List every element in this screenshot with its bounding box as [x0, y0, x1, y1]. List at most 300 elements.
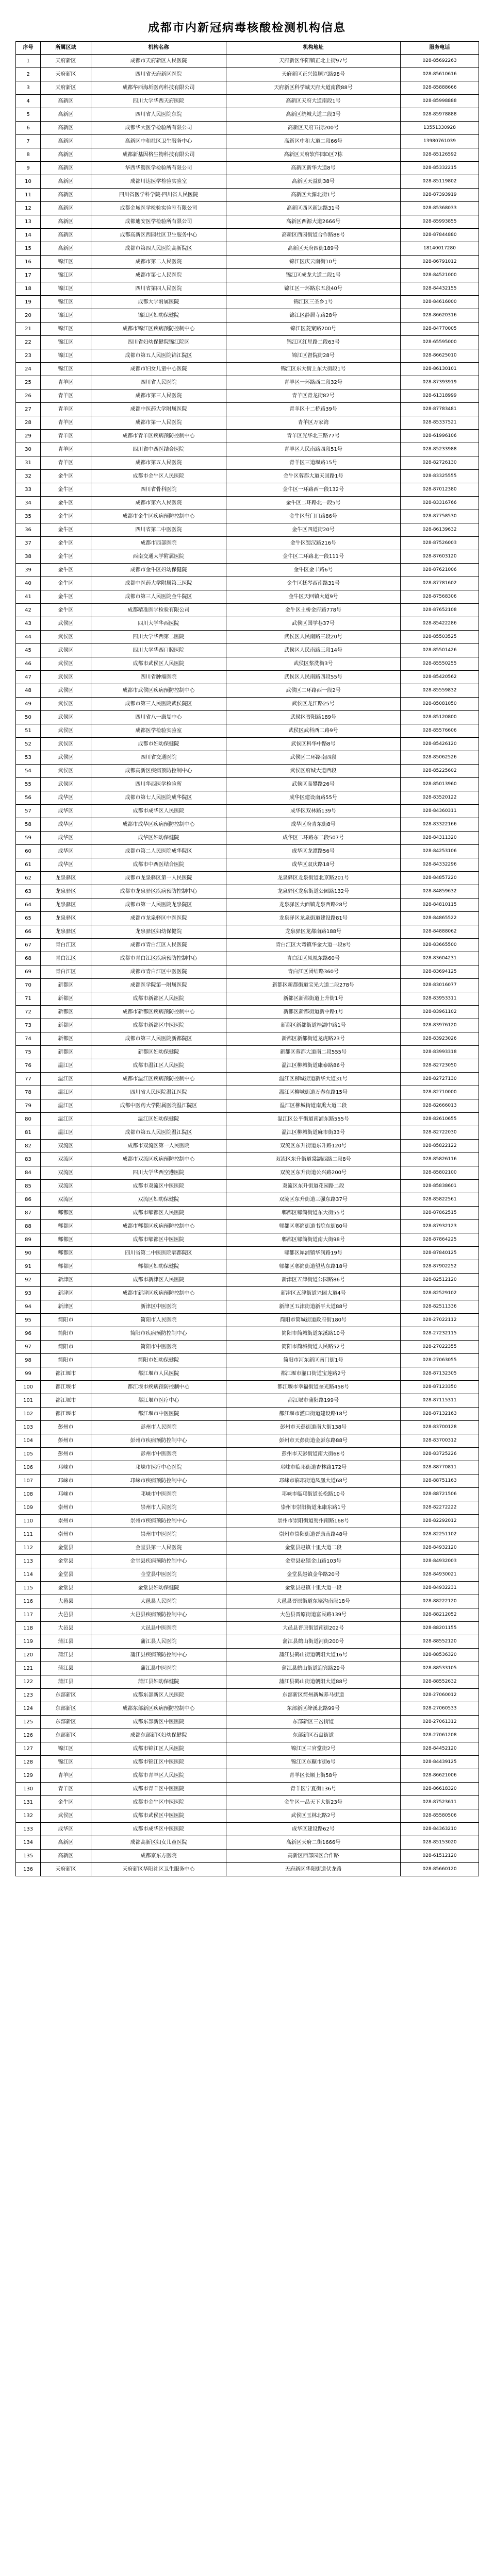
cell-serial-number: 67	[16, 939, 41, 952]
cell-serial-number: 23	[16, 349, 41, 363]
table-row	[16, 389, 479, 403]
cell-district: 成华区	[41, 1823, 91, 1836]
cell-service-phone: 028-85225602	[401, 765, 479, 778]
cell-service-phone: 028-27060012	[401, 1689, 479, 1702]
table-row	[16, 68, 479, 81]
table-row	[16, 590, 479, 604]
table-row	[16, 1166, 479, 1180]
cell-serial-number: 19	[16, 296, 41, 309]
cell-serial-number: 105	[16, 1448, 41, 1461]
cell-institution-name: 金堂县疾病预防控制中心	[91, 1555, 226, 1568]
cell-institution-name: 成都京东方医院	[91, 1850, 226, 1863]
cell-institution-address: 双流区东升街道三强东路37号	[226, 1193, 401, 1207]
cell-district: 锦江区	[41, 1756, 91, 1769]
table-row	[16, 81, 479, 95]
cell-institution-name: 成都市温江区人民医院	[91, 1059, 226, 1073]
cell-serial-number: 103	[16, 1421, 41, 1434]
cell-institution-name: 成都市妇女儿童中心医院	[91, 363, 226, 376]
table-row	[16, 604, 479, 617]
cell-serial-number: 133	[16, 1823, 41, 1836]
cell-service-phone: 028-83316766	[401, 497, 479, 510]
cell-institution-address: 温江区柳城街道南熏大道二段	[226, 1099, 401, 1113]
cell-service-phone: 028-85559832	[401, 684, 479, 698]
cell-institution-address: 青白江区大弯镇华金大道一段8号	[226, 939, 401, 952]
cell-district: 锦江区	[41, 282, 91, 296]
cell-institution-name: 简阳市中医医院	[91, 1341, 226, 1354]
cell-serial-number: 63	[16, 885, 41, 899]
cell-district: 金牛区	[41, 1796, 91, 1809]
cell-serial-number: 77	[16, 1073, 41, 1086]
cell-institution-name: 成都市第一人民医院龙泉院区	[91, 899, 226, 912]
cell-institution-name: 成都市第六人民医院	[91, 497, 226, 510]
cell-service-phone: 028-84770005	[401, 323, 479, 336]
cell-service-phone: 028-87862515	[401, 1207, 479, 1220]
cell-serial-number: 116	[16, 1595, 41, 1608]
cell-institution-name: 四川华西医学检验所	[91, 778, 226, 791]
cell-district: 青白江区	[41, 939, 91, 952]
cell-serial-number: 32	[16, 470, 41, 483]
table-row	[16, 979, 479, 992]
cell-serial-number: 93	[16, 1287, 41, 1300]
cell-service-phone: 028-88770811	[401, 1461, 479, 1475]
cell-institution-name: 成都市成华区人民医院	[91, 805, 226, 818]
cell-institution-address: 金堂县赵镇金华路20号	[226, 1568, 401, 1582]
table-row	[16, 617, 479, 631]
cell-serial-number: 7	[16, 135, 41, 148]
table-row	[16, 1314, 479, 1327]
cell-institution-address: 金牛区四道街20号	[226, 523, 401, 537]
cell-serial-number: 29	[16, 430, 41, 443]
cell-serial-number: 107	[16, 1475, 41, 1488]
cell-institution-name: 成都市青白江区疾病预防控制中心	[91, 952, 226, 965]
cell-service-phone: 028-87621006	[401, 564, 479, 577]
cell-institution-name: 邛崃市疾病预防控制中心	[91, 1475, 226, 1488]
cell-district: 高新区	[41, 162, 91, 175]
cell-institution-name: 成都市西部医院	[91, 537, 226, 550]
cell-institution-address: 青羊区三道堰路15号	[226, 456, 401, 470]
cell-service-phone: 028-84616000	[401, 296, 479, 309]
cell-district: 金堂县	[41, 1582, 91, 1595]
cell-district: 武侯区	[41, 765, 91, 778]
cell-institution-name: 成华区妇幼保健院	[91, 832, 226, 845]
table-row	[16, 189, 479, 202]
cell-institution-address: 锦江区菱窠路200号	[226, 323, 401, 336]
cell-institution-address: 简阳市简城街道东溪路10号	[226, 1327, 401, 1341]
cell-service-phone: 028-85426120	[401, 738, 479, 751]
cell-serial-number: 5	[16, 108, 41, 122]
cell-service-phone: 028-84360311	[401, 805, 479, 818]
cell-service-phone: 028-82529102	[401, 1287, 479, 1300]
cell-institution-address: 金牛区一品天下大街23号	[226, 1796, 401, 1809]
cell-institution-name: 四川省天府新区医院	[91, 68, 226, 81]
cell-institution-name: 成都高新区西园社区卫生服务中心	[91, 229, 226, 242]
cell-institution-name: 成都市新津区人民医院	[91, 1274, 226, 1287]
cell-district: 高新区	[41, 175, 91, 189]
cell-district: 温江区	[41, 1086, 91, 1099]
header-institution-name: 机构名称	[91, 42, 226, 55]
cell-service-phone: 028-82610655	[401, 1113, 479, 1126]
cell-service-phone: 028-65595000	[401, 336, 479, 349]
table-row	[16, 778, 479, 791]
cell-institution-name: 成都市新津区疾病预防控制中心	[91, 1287, 226, 1300]
table-row	[16, 1153, 479, 1166]
cell-institution-address: 蒲江县鹤山街道迎宾路29号	[226, 1662, 401, 1675]
cell-service-phone: 028-27022355	[401, 1341, 479, 1354]
cell-institution-name: 郫都区妇幼保健院	[91, 1260, 226, 1274]
cell-institution-name: 成都东部新区疾病预防控制中心	[91, 1702, 226, 1716]
table-row	[16, 1341, 479, 1354]
cell-serial-number: 33	[16, 483, 41, 497]
table-row	[16, 577, 479, 590]
cell-district: 武侯区	[41, 738, 91, 751]
cell-service-phone: 028-87123350	[401, 1381, 479, 1394]
cell-service-phone: 028-27061208	[401, 1729, 479, 1742]
table-row	[16, 805, 479, 818]
cell-institution-name: 成都市青白江区中医医院	[91, 965, 226, 979]
cell-institution-name: 新都区妇幼保健院	[91, 1046, 226, 1059]
table-row	[16, 470, 479, 483]
cell-institution-address: 温江区公平街道南浦东路555号	[226, 1113, 401, 1126]
cell-district: 彭州市	[41, 1421, 91, 1434]
cell-serial-number: 123	[16, 1689, 41, 1702]
cell-district: 锦江区	[41, 336, 91, 349]
cell-institution-address: 成华区龙潭路56号	[226, 845, 401, 858]
cell-serial-number: 136	[16, 1863, 41, 1876]
cell-district: 武侯区	[41, 698, 91, 711]
cell-service-phone: 028-87132305	[401, 1367, 479, 1381]
cell-district: 天府新区	[41, 68, 91, 81]
cell-institution-address: 龙泉驿区龙都南路188号	[226, 925, 401, 939]
cell-service-phone: 028-88533105	[401, 1662, 479, 1675]
table-row	[16, 872, 479, 885]
cell-institution-name: 成都新基因格生物科技有限公司	[91, 148, 226, 162]
cell-institution-name: 成都市青羊区人民医院	[91, 1769, 226, 1783]
cell-service-phone: 028-61996106	[401, 430, 479, 443]
cell-institution-name: 成都高新区疾病预防控制中心	[91, 765, 226, 778]
cell-district: 武侯区	[41, 778, 91, 791]
cell-district: 彭州市	[41, 1448, 91, 1461]
cell-service-phone: 028-84932231	[401, 1582, 479, 1595]
cell-institution-address: 青羊区长顺上街58号	[226, 1769, 401, 1783]
cell-institution-address: 武侯区二环路西一段2号	[226, 684, 401, 698]
cell-service-phone: 028-86625010	[401, 349, 479, 363]
cell-service-phone: 028-87526003	[401, 537, 479, 550]
cell-service-phone: 028-84857220	[401, 872, 479, 885]
cell-institution-name: 蒲江县人民医院	[91, 1635, 226, 1649]
cell-service-phone: 028-83322166	[401, 818, 479, 832]
cell-service-phone: 028-87393919	[401, 189, 479, 202]
cell-serial-number: 37	[16, 537, 41, 550]
cell-institution-address: 郫都区郫筒街道南大街98号	[226, 1233, 401, 1247]
cell-institution-address: 彭州市天彭街道金彭东路88号	[226, 1434, 401, 1448]
table-header-row	[16, 42, 479, 55]
cell-district: 武侯区	[41, 631, 91, 644]
cell-institution-address: 郫都区郫筒街道望丛东路18号	[226, 1260, 401, 1274]
table-row	[16, 550, 479, 564]
cell-institution-address: 青羊区宁夏街136号	[226, 1783, 401, 1796]
cell-serial-number: 60	[16, 845, 41, 858]
cell-service-phone: 028-83923026	[401, 1032, 479, 1046]
cell-institution-address: 温江区柳城街道万春东路15号	[226, 1086, 401, 1099]
table-row	[16, 349, 479, 363]
cell-service-phone: 028-82666013	[401, 1099, 479, 1113]
cell-district: 彭州市	[41, 1434, 91, 1448]
cell-district: 龙泉驿区	[41, 912, 91, 925]
cell-district: 青羊区	[41, 376, 91, 389]
cell-institution-address: 武侯区府城大道西段	[226, 765, 401, 778]
table-row	[16, 242, 479, 256]
cell-institution-name: 成都市武侯区疾病预防控制中心	[91, 684, 226, 698]
cell-institution-name: 蒲江县中医医院	[91, 1662, 226, 1675]
cell-service-phone: 028-85233988	[401, 443, 479, 456]
cell-institution-address: 都江堰市蒲阳路199号	[226, 1394, 401, 1408]
cell-district: 温江区	[41, 1113, 91, 1126]
cell-institution-address: 崇州市崇阳街道永康东路1号	[226, 1501, 401, 1515]
cell-institution-name: 天府新区华阳社区卫生服务中心	[91, 1863, 226, 1876]
cell-district: 简阳市	[41, 1327, 91, 1341]
cell-district: 金牛区	[41, 577, 91, 590]
cell-institution-name: 成都迪安医学检验所有限公司	[91, 215, 226, 229]
cell-institution-name: 四川省人民医院温江医院	[91, 1086, 226, 1099]
cell-district: 都江堰市	[41, 1381, 91, 1394]
table-row	[16, 711, 479, 724]
table-row	[16, 698, 479, 711]
table-row	[16, 1032, 479, 1046]
cell-service-phone: 028-86621006	[401, 1769, 479, 1783]
cell-service-phone: 028-85062526	[401, 751, 479, 765]
cell-service-phone: 028-27060533	[401, 1702, 479, 1716]
cell-service-phone: 028-84521000	[401, 269, 479, 282]
cell-district: 金牛区	[41, 604, 91, 617]
table-row	[16, 1541, 479, 1555]
cell-institution-name: 成都市龙泉驿区第一人民医院	[91, 872, 226, 885]
cell-service-phone: 028-83694125	[401, 965, 479, 979]
cell-district: 金牛区	[41, 564, 91, 577]
cell-service-phone: 028-86620316	[401, 309, 479, 323]
cell-serial-number: 128	[16, 1756, 41, 1769]
cell-serial-number: 72	[16, 1006, 41, 1019]
cell-service-phone: 028-88552120	[401, 1635, 479, 1649]
cell-institution-name: 成都市第七人民医院	[91, 269, 226, 282]
cell-institution-address: 双流区东升街道花园路二段	[226, 1180, 401, 1193]
cell-district: 简阳市	[41, 1354, 91, 1367]
cell-service-phone: 028-82710000	[401, 1086, 479, 1099]
cell-serial-number: 50	[16, 711, 41, 724]
cell-institution-address: 青羊区十二桥路39号	[226, 403, 401, 416]
cell-institution-address: 成华区府青东街8号	[226, 818, 401, 832]
cell-service-phone: 028-83700128	[401, 1421, 479, 1434]
cell-serial-number: 95	[16, 1314, 41, 1327]
cell-institution-name: 简阳市人民医院	[91, 1314, 226, 1327]
cell-serial-number: 3	[16, 81, 41, 95]
cell-institution-name: 四川大学华西第二医院	[91, 631, 226, 644]
table-row	[16, 992, 479, 1006]
cell-serial-number: 25	[16, 376, 41, 389]
cell-service-phone: 028-82723050	[401, 1059, 479, 1073]
cell-serial-number: 61	[16, 858, 41, 872]
table-row	[16, 657, 479, 671]
cell-serial-number: 124	[16, 1702, 41, 1716]
cell-service-phone: 028-85503525	[401, 631, 479, 644]
cell-service-phone: 028-86618320	[401, 1783, 479, 1796]
cell-district: 都江堰市	[41, 1367, 91, 1381]
cell-institution-name: 成都市双流区疾病预防控制中心	[91, 1153, 226, 1166]
cell-institution-name: 成都市第三人民医院金牛院区	[91, 590, 226, 604]
cell-serial-number: 51	[16, 724, 41, 738]
cell-service-phone: 028-87902252	[401, 1260, 479, 1274]
cell-serial-number: 38	[16, 550, 41, 564]
cell-institution-address: 武侯区人民南路四段55号	[226, 671, 401, 684]
table-row	[16, 1046, 479, 1059]
cell-district: 郫都区	[41, 1247, 91, 1260]
cell-service-phone: 028-88721506	[401, 1488, 479, 1501]
table-row	[16, 323, 479, 336]
cell-service-phone: 028-61318999	[401, 389, 479, 403]
cell-institution-name: 蒲江县妇幼保健院	[91, 1675, 226, 1689]
cell-service-phone: 028-82512120	[401, 1274, 479, 1287]
table-row	[16, 1086, 479, 1099]
table-row	[16, 1394, 479, 1408]
cell-district: 新津区	[41, 1274, 91, 1287]
cell-district: 温江区	[41, 1059, 91, 1073]
cell-institution-address: 高新区天益街38号	[226, 175, 401, 189]
cell-institution-name: 高新区中和社区卫生服务中心	[91, 135, 226, 148]
cell-serial-number: 74	[16, 1032, 41, 1046]
cell-serial-number: 44	[16, 631, 41, 644]
cell-institution-name: 成都中医药大学附属医院温江院区	[91, 1099, 226, 1113]
table-row	[16, 175, 479, 189]
cell-institution-name: 双流区妇幼保健院	[91, 1193, 226, 1207]
cell-district: 郫都区	[41, 1233, 91, 1247]
cell-service-phone: 028-85822561	[401, 1193, 479, 1207]
cell-serial-number: 106	[16, 1461, 41, 1475]
cell-district: 双流区	[41, 1166, 91, 1180]
cell-serial-number: 87	[16, 1207, 41, 1220]
cell-service-phone: 028-83700312	[401, 1434, 479, 1448]
cell-serial-number: 125	[16, 1716, 41, 1729]
cell-service-phone: 028-85120800	[401, 711, 479, 724]
cell-institution-name: 成都市锦江区中医医院	[91, 1756, 226, 1769]
cell-serial-number: 16	[16, 256, 41, 269]
cell-serial-number: 62	[16, 872, 41, 885]
cell-service-phone: 028-87132163	[401, 1408, 479, 1421]
cell-serial-number: 4	[16, 95, 41, 108]
cell-serial-number: 100	[16, 1381, 41, 1394]
table-row	[16, 256, 479, 269]
cell-institution-address: 双流区东升街道东升路120号	[226, 1140, 401, 1153]
cell-institution-address: 高新区西源大道2666号	[226, 215, 401, 229]
cell-district: 锦江区	[41, 349, 91, 363]
cell-institution-name: 成都市青白江区人民医院	[91, 939, 226, 952]
table-row	[16, 684, 479, 698]
cell-service-phone: 028-88751163	[401, 1475, 479, 1488]
cell-serial-number: 49	[16, 698, 41, 711]
cell-institution-address: 金牛区金丰路6号	[226, 564, 401, 577]
cell-institution-name: 成都市第三人民医院武侯院区	[91, 698, 226, 711]
table-row	[16, 765, 479, 778]
cell-service-phone: 028-85501426	[401, 644, 479, 657]
cell-serial-number: 90	[16, 1247, 41, 1260]
cell-institution-address: 金牛区二环路北一段5号	[226, 497, 401, 510]
table-row	[16, 1475, 479, 1488]
table-row	[16, 1193, 479, 1207]
cell-service-phone: 028-85660120	[401, 1863, 479, 1876]
table-row	[16, 55, 479, 68]
table-row	[16, 403, 479, 416]
table-row	[16, 1381, 479, 1394]
cell-service-phone: 028-85337521	[401, 416, 479, 430]
cell-institution-name: 成都医学检验实验室	[91, 724, 226, 738]
cell-serial-number: 13	[16, 215, 41, 229]
cell-service-phone: 028-84859632	[401, 885, 479, 899]
cell-service-phone: 028-87115311	[401, 1394, 479, 1408]
table-row	[16, 523, 479, 537]
cell-district: 双流区	[41, 1180, 91, 1193]
table-row	[16, 1863, 479, 1876]
table-row	[16, 1019, 479, 1032]
cell-institution-name: 成都市双流区中医医院	[91, 1180, 226, 1193]
cell-institution-name: 成都市金牛区中医医院	[91, 1796, 226, 1809]
table-row	[16, 537, 479, 550]
cell-district: 邛崃市	[41, 1475, 91, 1488]
cell-institution-address: 锦江区静居寺路28号	[226, 309, 401, 323]
cell-district: 郫都区	[41, 1207, 91, 1220]
cell-service-phone: 028-27232115	[401, 1327, 479, 1341]
cell-district: 武侯区	[41, 1809, 91, 1823]
cell-district: 双流区	[41, 1153, 91, 1166]
cell-institution-name: 成都东部新区妇幼保健院	[91, 1729, 226, 1742]
cell-district: 东部新区	[41, 1716, 91, 1729]
cell-serial-number: 40	[16, 577, 41, 590]
cell-district: 金堂县	[41, 1555, 91, 1568]
cell-institution-name: 成都市金牛区妇幼保健院	[91, 564, 226, 577]
cell-service-phone: 13980761039	[401, 135, 479, 148]
cell-service-phone: 028-87603120	[401, 550, 479, 564]
cell-district: 金堂县	[41, 1541, 91, 1555]
cell-serial-number: 131	[16, 1796, 41, 1809]
cell-district: 高新区	[41, 1850, 91, 1863]
cell-serial-number: 113	[16, 1555, 41, 1568]
cell-service-phone: 028-87781602	[401, 577, 479, 590]
table-row	[16, 1126, 479, 1140]
cell-institution-address: 武侯区高攀路26号	[226, 778, 401, 791]
cell-service-phone: 028-88536320	[401, 1649, 479, 1662]
cell-institution-address: 金牛区土桥金府路778号	[226, 604, 401, 617]
cell-institution-name: 锦江区妇幼保健院	[91, 309, 226, 323]
table-row	[16, 1073, 479, 1086]
cell-serial-number: 135	[16, 1850, 41, 1863]
cell-serial-number: 110	[16, 1515, 41, 1528]
cell-serial-number: 57	[16, 805, 41, 818]
cell-institution-address: 高新区天府四街189号	[226, 242, 401, 256]
cell-district: 温江区	[41, 1126, 91, 1140]
table-row	[16, 738, 479, 751]
table-row	[16, 483, 479, 497]
cell-district: 崇州市	[41, 1528, 91, 1541]
cell-institution-name: 温江区妇幼保健院	[91, 1113, 226, 1126]
cell-service-phone: 028-85993855	[401, 215, 479, 229]
cell-institution-name: 四川省中西医结合医院	[91, 443, 226, 456]
cell-institution-address: 青羊区青龙街82号	[226, 389, 401, 403]
cell-institution-address: 都江堰市幸福街道奎光路458号	[226, 1381, 401, 1394]
table-row	[16, 296, 479, 309]
cell-district: 龙泉驿区	[41, 925, 91, 939]
cell-institution-name: 成都市青羊区中医医院	[91, 1783, 226, 1796]
cell-institution-name: 西南交通大学附属医院	[91, 550, 226, 564]
cell-district: 青白江区	[41, 952, 91, 965]
cell-institution-address: 金牛区蓉都大道天回路1号	[226, 470, 401, 483]
cell-service-phone: 028-87864225	[401, 1233, 479, 1247]
